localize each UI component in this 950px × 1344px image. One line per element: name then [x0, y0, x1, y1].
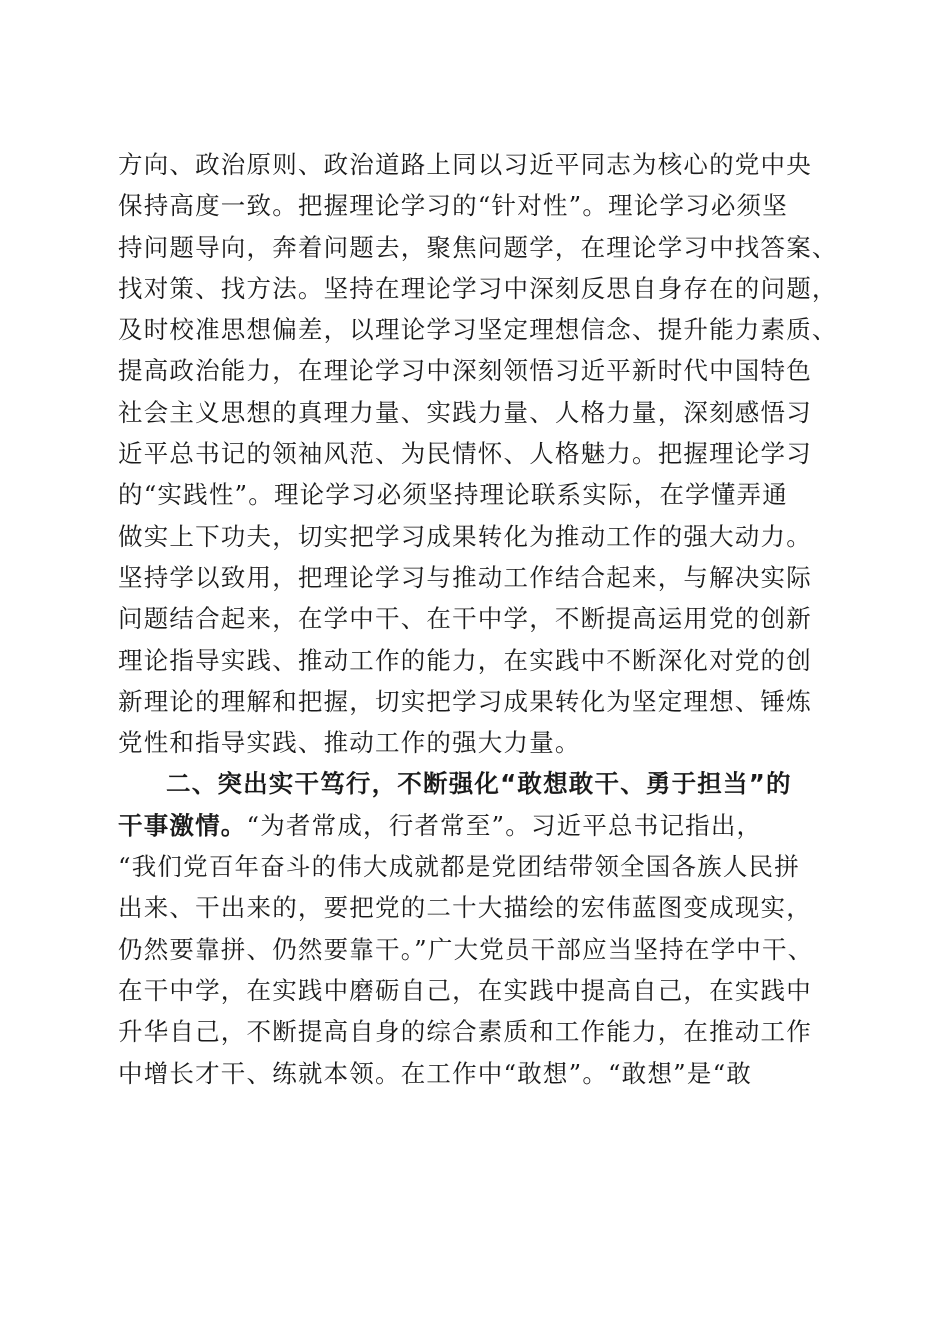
text-line: 在干中学，在实践中磨砺自己，在实践中提高自己，在实践中 — [118, 975, 812, 1005]
text-line: 持问题导向，奔着问题去，聚焦问题学，在理论学习中找答案、 — [118, 232, 838, 262]
text-line: 坚持学以致用，把理论学习与推动工作结合起来，与解决实际 — [118, 562, 812, 592]
text-line: 理论指导实践、推动工作的能力，在实践中不断深化对党的创 — [118, 645, 812, 675]
text-line: 党性和指导实践、推动工作的强大力量。 — [118, 728, 581, 758]
section-heading-end: 干事激情。 — [118, 810, 247, 840]
text-line: 找对策、找方法。坚持在理论学习中深刻反思自身存在的问题， — [118, 273, 838, 303]
text-line: “我们党百年奋斗的伟大成就都是党团结带领全国各族人民拼 — [118, 852, 800, 882]
text-line: 升华自己，不断提高自身的综合素质和工作能力，在推动工作 — [118, 1017, 812, 1047]
section-heading: 二、突出实干笃行，不断强化“敢想敢干、勇于担当”的 — [166, 769, 792, 799]
section-heading-continuation — [118, 805, 838, 846]
text-line: 仍然要靠拼、仍然要靠干。”广大党员干部应当坚持在学中干、 — [118, 934, 814, 964]
text-line: 社会主义思想的真理力量、实践力量、人格力量，深刻感悟习 — [118, 397, 812, 427]
text-line-rest: “为者常成，行者常至”。习近平总书记指出， — [246, 810, 763, 840]
text-line: 新理论的理解和把握，切实把学习成果转化为坚定理想、锤炼 — [118, 686, 812, 716]
text-line: 的“实践性”。理论学习必须坚持理论联系实际，在学懂弄通 — [118, 480, 788, 510]
text-line: 问题结合起来，在学中干、在干中学，不断提高运用党的创新 — [118, 604, 812, 634]
text-line: 近平总书记的领袖风范、为民情怀、人格魅力。把握理论学习 — [118, 439, 812, 469]
text-line: 做实上下功夫，切实把学习成果转化为推动工作的强大动力。 — [118, 521, 812, 551]
text-line: 保持高度一致。把握理论学习的“针对性”。理论学习必须坚 — [118, 191, 788, 221]
text-line: 出来、干出来的，要把党的二十大描绘的宏伟蓝图变成现实， — [118, 893, 812, 923]
text-line: 及时校准思想偏差，以理论学习坚定理想信念、提升能力素质、 — [118, 315, 838, 345]
body-text — [118, 144, 838, 1094]
text-line: 中增长才干、练就本领。在工作中“敢想”。“敢想”是“敢 — [118, 1058, 753, 1088]
text-line: 提高政治能力，在理论学习中深刻领悟习近平新时代中国特色 — [118, 356, 812, 386]
text-line: 方向、政治原则、政治道路上同以习近平同志为核心的党中央 — [118, 150, 812, 179]
